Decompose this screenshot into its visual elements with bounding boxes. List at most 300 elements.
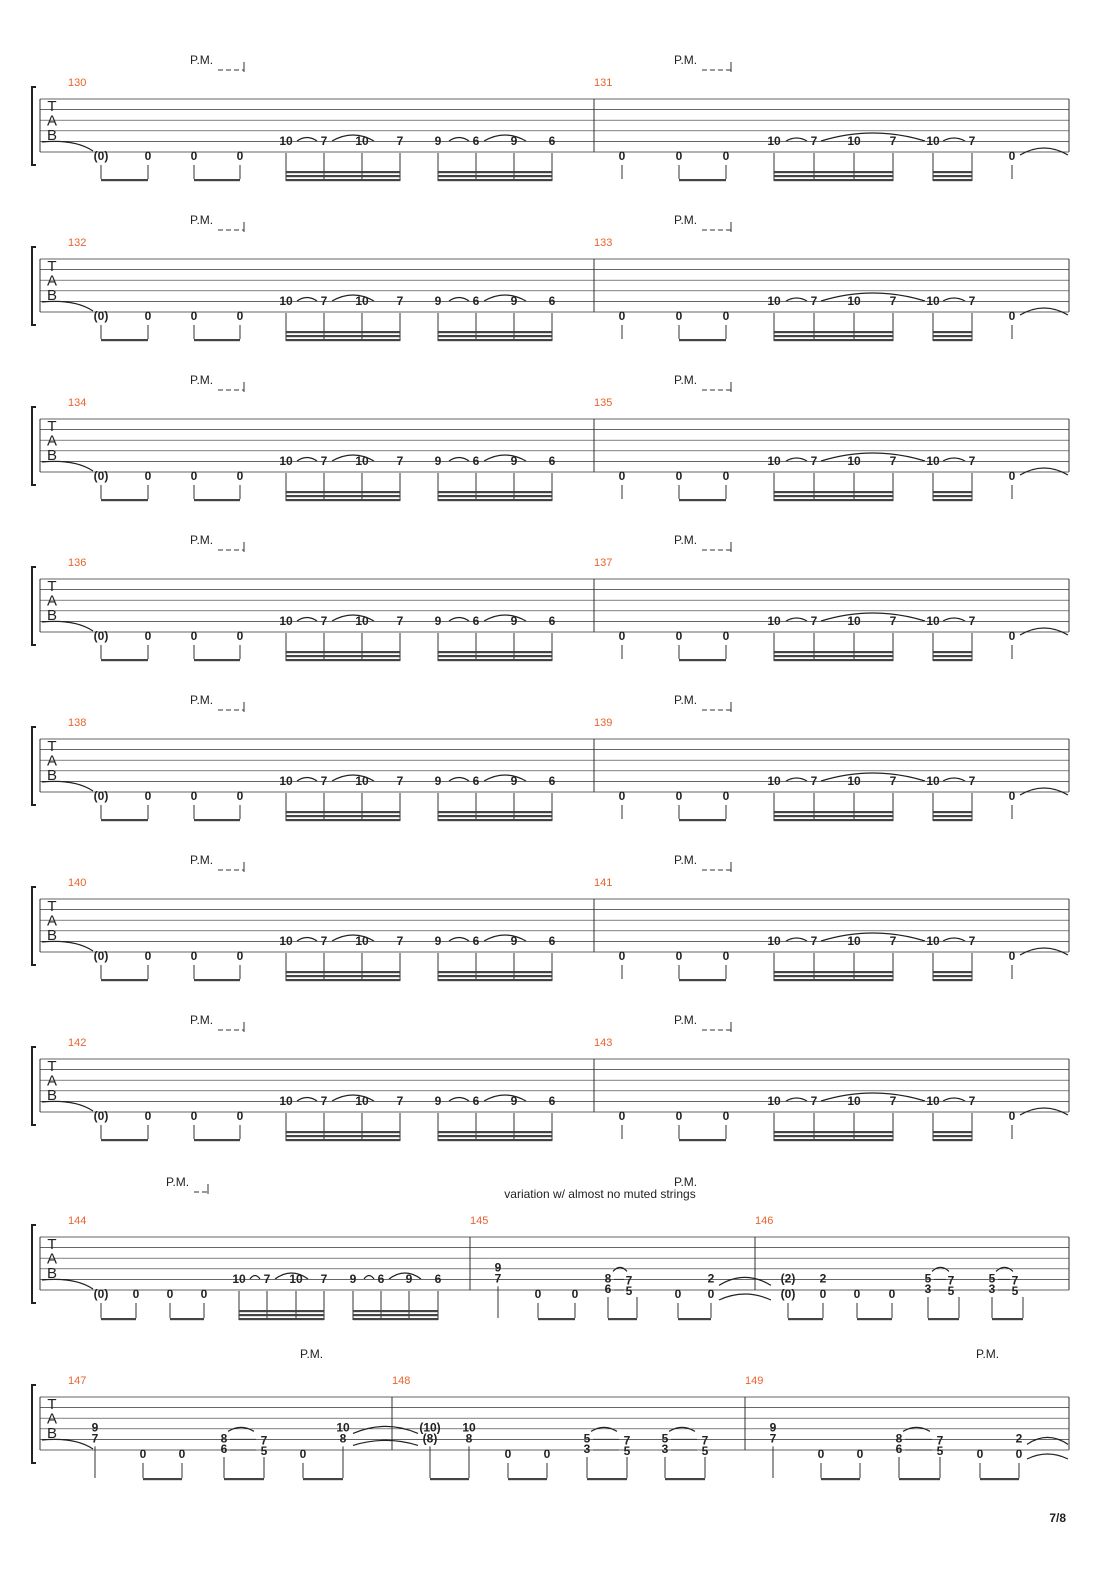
beam — [774, 815, 893, 817]
fret-number: 0 — [190, 149, 198, 163]
tab-clef-letter: T — [47, 1236, 57, 1253]
beam — [774, 659, 893, 661]
measure-number: 137 — [594, 557, 613, 569]
tab-clef-letter: B — [46, 607, 58, 624]
beam — [774, 491, 893, 493]
fret-number: 0 — [1008, 629, 1016, 643]
beam — [933, 1135, 972, 1137]
fret-number: 7 — [968, 934, 976, 948]
fret-number: 6 — [472, 614, 480, 628]
fret-number: 9 — [349, 1272, 357, 1286]
fret-number: 10 — [847, 1094, 861, 1108]
beam — [679, 339, 726, 341]
tie-arc — [669, 1427, 695, 1431]
tie-arc — [228, 1427, 254, 1431]
fret-number: 0 — [722, 149, 730, 163]
beam — [933, 1139, 972, 1141]
fret-number: 6 — [548, 1094, 556, 1108]
fret-number: 9 — [769, 1420, 777, 1435]
tab-clef-letter: A — [46, 752, 58, 770]
fret-number: 6 — [548, 294, 556, 308]
fret-number: (8) — [422, 1431, 438, 1446]
tie-arc — [1027, 1437, 1068, 1444]
beam — [438, 335, 552, 337]
measure-number: 149 — [745, 1375, 764, 1387]
fret-number: 7 — [810, 1094, 818, 1108]
palm-mute-label: P.M. — [190, 373, 214, 387]
fret-number: 9 — [434, 294, 442, 308]
fret-number: 9 — [510, 134, 518, 148]
fret-number: 0 — [722, 1109, 730, 1123]
tie-arc — [1020, 1108, 1068, 1115]
fret-number: 5 — [583, 1431, 591, 1446]
fret-number: 0 — [144, 949, 152, 963]
tie-arc — [449, 618, 469, 622]
measure-number: 146 — [755, 1215, 774, 1227]
tab-clef-letter: T — [47, 1396, 57, 1413]
beam — [438, 819, 552, 821]
fret-number: 7 — [810, 294, 818, 308]
tab-system — [32, 1013, 1069, 1141]
beam — [286, 331, 400, 333]
fret-number: 8 — [465, 1431, 473, 1446]
system-bracket — [32, 247, 36, 325]
beam — [508, 1478, 547, 1480]
beam — [101, 1318, 136, 1320]
fret-number: 6 — [377, 1272, 385, 1286]
tab-clef-letter: T — [47, 1058, 57, 1075]
beam — [101, 499, 148, 501]
beam — [286, 499, 400, 501]
tie-arc — [297, 778, 317, 782]
fret-number: 0 — [236, 789, 244, 803]
fret-number: 8 — [895, 1431, 903, 1446]
fret-number: 6 — [434, 1272, 442, 1286]
fret-number: 7 — [396, 934, 404, 948]
beam — [286, 171, 400, 173]
beam — [933, 651, 972, 653]
beam — [933, 975, 972, 977]
fret-number: 7 — [625, 1273, 633, 1288]
beam — [538, 1318, 575, 1320]
fret-number: 0 — [675, 1109, 683, 1123]
beam — [101, 179, 148, 181]
palm-mute-label: P.M. — [190, 533, 214, 547]
fret-number: 0 — [144, 789, 152, 803]
fret-number: 7 — [1011, 1273, 1019, 1288]
tab-clef-letter: A — [46, 592, 58, 610]
beam — [679, 819, 726, 821]
tie-arc — [943, 458, 965, 461]
fret-number: 0 — [144, 309, 152, 323]
tie-arc — [786, 458, 807, 461]
fret-number: 9 — [434, 454, 442, 468]
fret-number: 0 — [236, 629, 244, 643]
tab-clef-letter: B — [46, 1265, 58, 1282]
fret-number: 0 — [817, 1447, 825, 1461]
fret-number: 0 — [722, 789, 730, 803]
fret-number: 10 — [279, 614, 293, 628]
beam — [353, 1310, 438, 1312]
tie-arc — [719, 1294, 771, 1300]
measure-number: 141 — [594, 877, 613, 889]
beam — [774, 811, 893, 813]
fret-number: 9 — [434, 1094, 442, 1108]
fret-number: 0 — [236, 949, 244, 963]
fret-number: 0 — [543, 1447, 551, 1461]
tab-clef-letter: B — [46, 1425, 58, 1442]
fret-number: 10 — [926, 774, 940, 788]
fret-number: 10 — [926, 934, 940, 948]
fret-number: 10 — [926, 294, 940, 308]
beam — [774, 175, 893, 177]
palm-mute-label: P.M. — [674, 1175, 698, 1189]
fret-number: 3 — [661, 1442, 669, 1456]
system-bracket — [32, 1225, 36, 1303]
beam — [933, 331, 972, 333]
beam — [194, 659, 240, 661]
beam — [303, 1478, 343, 1480]
fret-number: (0) — [93, 309, 109, 323]
fret-number: 10 — [336, 1420, 350, 1435]
system-bracket — [32, 727, 36, 805]
tab-clef-letter: T — [47, 578, 57, 595]
beam — [774, 1139, 893, 1141]
fret-number: 9 — [434, 934, 442, 948]
fret-number: 0 — [618, 309, 626, 323]
fret-number: 0 — [190, 469, 198, 483]
fret-number: 0 — [236, 469, 244, 483]
beam — [933, 979, 972, 981]
fret-number: 10 — [279, 134, 293, 148]
fret-number: 10 — [279, 294, 293, 308]
tab-clef-letter: B — [46, 127, 58, 144]
tie-arc — [449, 298, 469, 302]
fret-number: 10 — [767, 294, 781, 308]
tab-clef-letter: B — [46, 1087, 58, 1104]
fret-number: 10 — [926, 454, 940, 468]
tie-arc — [297, 938, 317, 942]
fret-number: 10 — [355, 134, 369, 148]
fret-number: 10 — [926, 134, 940, 148]
tie-arc — [353, 1426, 418, 1433]
system-bracket — [32, 887, 36, 965]
palm-mute-label: P.M. — [190, 1013, 214, 1027]
fret-number: 9 — [91, 1420, 99, 1435]
fret-number: 10 — [767, 934, 781, 948]
fret-number: 5 — [623, 1444, 631, 1458]
fret-number: 0 — [190, 309, 198, 323]
fret-number: 7 — [320, 134, 328, 148]
fret-number: 0 — [571, 1287, 579, 1301]
beam — [933, 491, 972, 493]
fret-number: 10 — [279, 1094, 293, 1108]
tie-arc — [484, 455, 526, 461]
tie-arc — [821, 1093, 925, 1101]
beam — [170, 1318, 204, 1320]
fret-number: 8 — [220, 1431, 228, 1446]
palm-mute-label: P.M. — [674, 1013, 698, 1027]
fret-number: 7 — [889, 294, 897, 308]
fret-number: (10) — [419, 1420, 441, 1435]
beam — [438, 179, 552, 181]
fret-number: (0) — [93, 949, 109, 963]
system-bracket — [32, 1047, 36, 1125]
beam — [933, 811, 972, 813]
fret-number: 7 — [810, 614, 818, 628]
beam — [980, 1478, 1019, 1480]
tie-arc — [786, 1098, 807, 1101]
tie-arc — [484, 295, 526, 301]
fret-number: (2) — [780, 1271, 796, 1286]
measure-number: 131 — [594, 77, 613, 89]
tab-clef-letter: A — [46, 272, 58, 290]
measure-number: 144 — [68, 1215, 87, 1227]
tie-arc — [786, 138, 807, 141]
beam — [774, 339, 893, 341]
beam — [430, 1478, 469, 1480]
fret-number: 0 — [1008, 1109, 1016, 1123]
beam — [438, 171, 552, 173]
fret-number: 6 — [472, 134, 480, 148]
beam — [239, 1314, 324, 1316]
tie-arc — [821, 133, 925, 141]
beam — [438, 491, 552, 493]
beam — [774, 1135, 893, 1137]
palm-mute-label: P.M. — [674, 693, 698, 707]
fret-number: 2 — [819, 1271, 827, 1286]
fret-number: (0) — [780, 1287, 796, 1301]
fret-number: (0) — [93, 149, 109, 163]
tab-clef-letter: B — [46, 287, 58, 304]
fret-number: 0 — [1008, 149, 1016, 163]
fret-number: 9 — [510, 614, 518, 628]
beam — [438, 979, 552, 981]
tab-clef-letter: T — [47, 258, 57, 275]
fret-number: 7 — [320, 1094, 328, 1108]
fret-number: 7 — [396, 774, 404, 788]
beam — [438, 975, 552, 977]
fret-number: 0 — [166, 1287, 174, 1301]
tie-arc — [591, 1427, 617, 1431]
system-bracket — [32, 407, 36, 485]
beam — [679, 659, 726, 661]
fret-number: 10 — [926, 614, 940, 628]
palm-mute-label: P.M. — [190, 53, 214, 67]
tie-arc — [449, 458, 469, 462]
fret-number: 7 — [889, 454, 897, 468]
fret-number: 7 — [396, 294, 404, 308]
fret-number: 2 — [1015, 1431, 1023, 1446]
measure-number: 134 — [68, 397, 87, 409]
fret-number: 0 — [144, 469, 152, 483]
fret-number: 7 — [320, 934, 328, 948]
fret-number: 5 — [988, 1271, 996, 1286]
fret-number: 7 — [968, 134, 976, 148]
tie-arc — [484, 615, 526, 621]
fret-number: (0) — [93, 1287, 109, 1301]
beam — [774, 171, 893, 173]
fret-number: 2 — [707, 1271, 715, 1286]
beam — [101, 979, 148, 981]
beam — [438, 1131, 552, 1133]
fret-number: 3 — [924, 1282, 932, 1296]
fret-number: 7 — [396, 1094, 404, 1108]
system-bracket — [32, 1385, 36, 1463]
fret-number: 0 — [190, 629, 198, 643]
beam — [774, 335, 893, 337]
fret-number: 0 — [674, 1287, 682, 1301]
fret-number: 0 — [618, 629, 626, 643]
beam — [438, 495, 552, 497]
fret-number: (0) — [93, 629, 109, 643]
fret-number: (0) — [93, 789, 109, 803]
tie-arc — [1020, 788, 1068, 795]
tab-system — [32, 213, 1069, 341]
tie-arc — [297, 458, 317, 462]
fret-number: 7 — [320, 614, 328, 628]
beam — [774, 331, 893, 333]
tab-clef-letter: B — [46, 927, 58, 944]
beam — [353, 1314, 438, 1316]
beam — [194, 819, 240, 821]
fret-number: 9 — [510, 294, 518, 308]
fret-number: (0) — [93, 1109, 109, 1123]
beam — [286, 1135, 400, 1137]
fret-number: 0 — [504, 1447, 512, 1461]
fret-number: 0 — [1008, 949, 1016, 963]
fret-number: 7 — [263, 1272, 271, 1286]
measure-number: 139 — [594, 717, 613, 729]
fret-number: 10 — [847, 294, 861, 308]
beam — [774, 651, 893, 653]
fret-number: 10 — [767, 774, 781, 788]
fret-number: 0 — [853, 1287, 861, 1301]
fret-number: 7 — [968, 1094, 976, 1108]
beam — [933, 1131, 972, 1133]
fret-number: 7 — [947, 1273, 955, 1288]
fret-number: 6 — [604, 1282, 612, 1296]
fret-number: 9 — [510, 1094, 518, 1108]
fret-number: 7 — [396, 134, 404, 148]
tie-arc — [484, 135, 526, 141]
tie-arc — [943, 938, 965, 941]
measure-number: 143 — [594, 1037, 613, 1049]
tie-arc — [297, 138, 317, 142]
tie-arc — [821, 773, 925, 781]
palm-mute-label: P.M. — [166, 1175, 190, 1189]
tie-arc — [1020, 148, 1068, 155]
system-bracket — [32, 567, 36, 645]
tie-arc — [943, 298, 965, 301]
fret-number: 0 — [1008, 309, 1016, 323]
beam — [933, 179, 972, 181]
fret-number: 6 — [472, 294, 480, 308]
fret-number: 7 — [968, 614, 976, 628]
tie-arc — [250, 1276, 260, 1280]
beam — [286, 179, 400, 181]
fret-number: 5 — [260, 1444, 268, 1458]
beam — [933, 175, 972, 177]
fret-number: 6 — [895, 1442, 903, 1456]
beam — [194, 979, 240, 981]
beam — [608, 1318, 637, 1320]
fret-number: 7 — [623, 1433, 631, 1448]
fret-number: 7 — [968, 294, 976, 308]
beam — [788, 1318, 823, 1320]
fret-number: 10 — [355, 774, 369, 788]
tie-arc — [821, 453, 925, 461]
fret-number: 0 — [144, 149, 152, 163]
fret-number: 10 — [767, 614, 781, 628]
beam — [679, 979, 726, 981]
fret-number: 7 — [889, 614, 897, 628]
beam — [899, 1478, 940, 1480]
tab-clef-letter: T — [47, 898, 57, 915]
fret-number: 7 — [769, 1431, 777, 1446]
beam — [438, 331, 552, 333]
beam — [286, 971, 400, 973]
fret-number: 7 — [810, 454, 818, 468]
tie-arc — [786, 938, 807, 941]
fret-number: 10 — [355, 1094, 369, 1108]
fret-number: 10 — [279, 454, 293, 468]
tie-arc — [821, 613, 925, 621]
tab-clef-letter: T — [47, 98, 57, 115]
fret-number: 10 — [279, 774, 293, 788]
fret-number: 0 — [722, 949, 730, 963]
beam — [928, 1318, 959, 1320]
beam — [438, 499, 552, 501]
tie-arc — [449, 778, 469, 782]
tab-system — [32, 533, 1069, 661]
tab-system — [32, 373, 1069, 501]
tie-arc — [1020, 468, 1068, 475]
beam — [438, 1139, 552, 1141]
tie-arc — [613, 1267, 627, 1271]
fret-number: 7 — [889, 774, 897, 788]
tab-clef-letter: A — [46, 1072, 58, 1090]
beam — [933, 171, 972, 173]
beam — [774, 655, 893, 657]
beam — [774, 975, 893, 977]
fret-number: (0) — [93, 469, 109, 483]
tie-arc — [821, 293, 925, 301]
fret-number: 10 — [847, 134, 861, 148]
fret-number: 0 — [236, 309, 244, 323]
fret-number: 6 — [548, 934, 556, 948]
beam — [438, 1135, 552, 1137]
tab-system — [32, 853, 1069, 981]
fret-number: 0 — [144, 1109, 152, 1123]
fret-number: 9 — [510, 454, 518, 468]
beam — [821, 1478, 860, 1480]
fret-number: 3 — [583, 1442, 591, 1456]
fret-number: 5 — [701, 1444, 709, 1458]
fret-number: 7 — [320, 1272, 328, 1286]
tie-arc — [449, 1098, 469, 1102]
beam — [101, 819, 148, 821]
palm-mute-label: P.M. — [674, 373, 698, 387]
fret-number: 10 — [767, 134, 781, 148]
fret-number: 6 — [548, 774, 556, 788]
beam — [933, 335, 972, 337]
beam — [194, 1139, 240, 1141]
beam — [679, 1139, 726, 1141]
tie-arc — [786, 778, 807, 781]
fret-number: 10 — [355, 614, 369, 628]
palm-mute-label: P.M. — [190, 853, 214, 867]
